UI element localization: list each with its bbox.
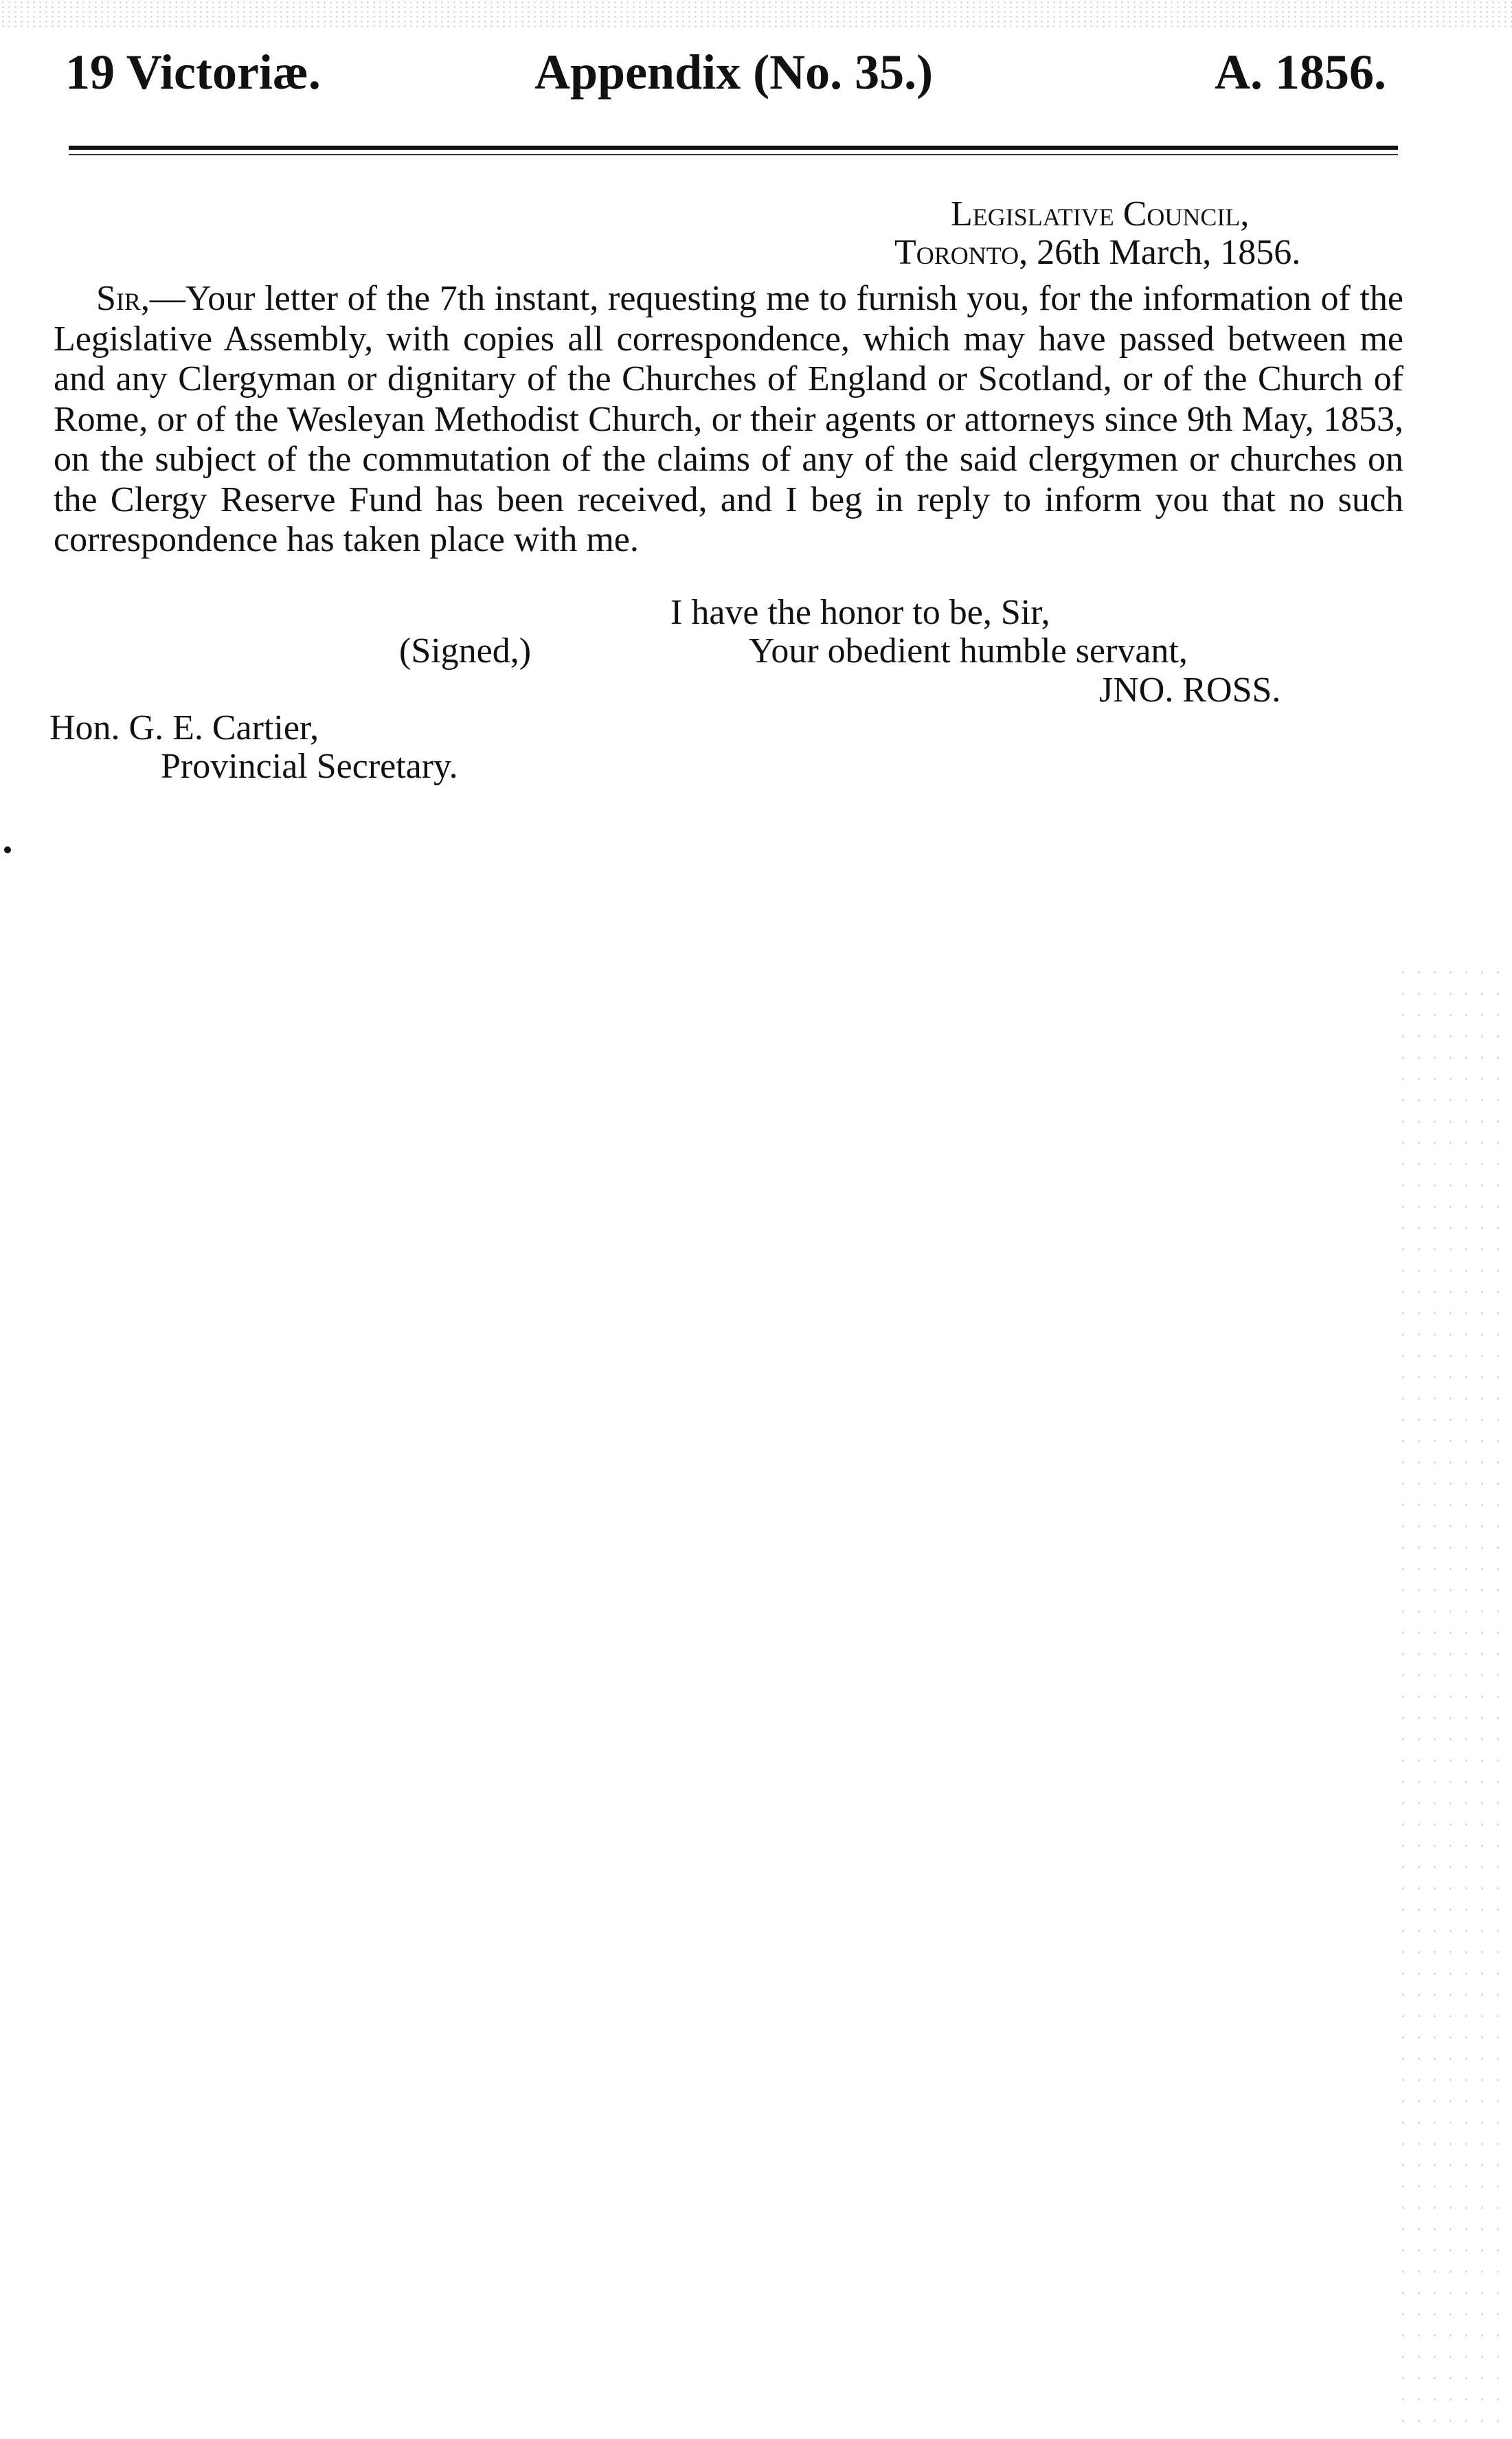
letter-signature: JNO. ROSS. [1099, 671, 1281, 710]
scan-noise-right [1395, 962, 1512, 2439]
letter-recipient-name: Hon. G. E. Cartier, [49, 708, 319, 748]
header-rule-thick [69, 146, 1398, 150]
letter-closing-2: Your obedient humble servant, [749, 631, 1188, 671]
letter-salutation: Sir, [96, 279, 150, 318]
header-session: 19 Victoriæ. [65, 45, 321, 100]
letter-body-text: —Your letter of the 7th instant, requesting me to furnish you, for the information of the Legislative Assembly, with copies all correspondence, which may have passed between me and any Clergyman or dignitary of the Churches of England or Scotland, or of the Church of Rome, or of the Wesleyan Methodist Church, or their agents or attorneys since 9th May, 1853, on the subject of the commutation of the claims of any of the said clergymen or churches on the Clergy Reserve Fund has been received, and I beg in reply to inform you that no such correspondence has taken place with me. [54, 279, 1403, 559]
header-rule-thin [69, 154, 1398, 155]
letter-place: Toronto, [894, 233, 1028, 272]
letter-closing-1: I have the honor to be, Sir, [670, 593, 1050, 632]
letter-place-date [894, 232, 1300, 273]
letter-date: 26th March, 1856. [1037, 233, 1301, 272]
scan-noise-top [0, 0, 1512, 27]
header-appendix: Appendix (No. 35.) [534, 45, 934, 100]
letter-recipient-title: Provincial Secretary. [161, 747, 458, 786]
letter-body [54, 279, 1403, 561]
header-year: A. 1856. [1215, 45, 1386, 100]
letter-signed: (Signed,) [399, 631, 532, 671]
letter-office: Legislative Council, [951, 194, 1250, 234]
scan-mark [4, 846, 11, 853]
